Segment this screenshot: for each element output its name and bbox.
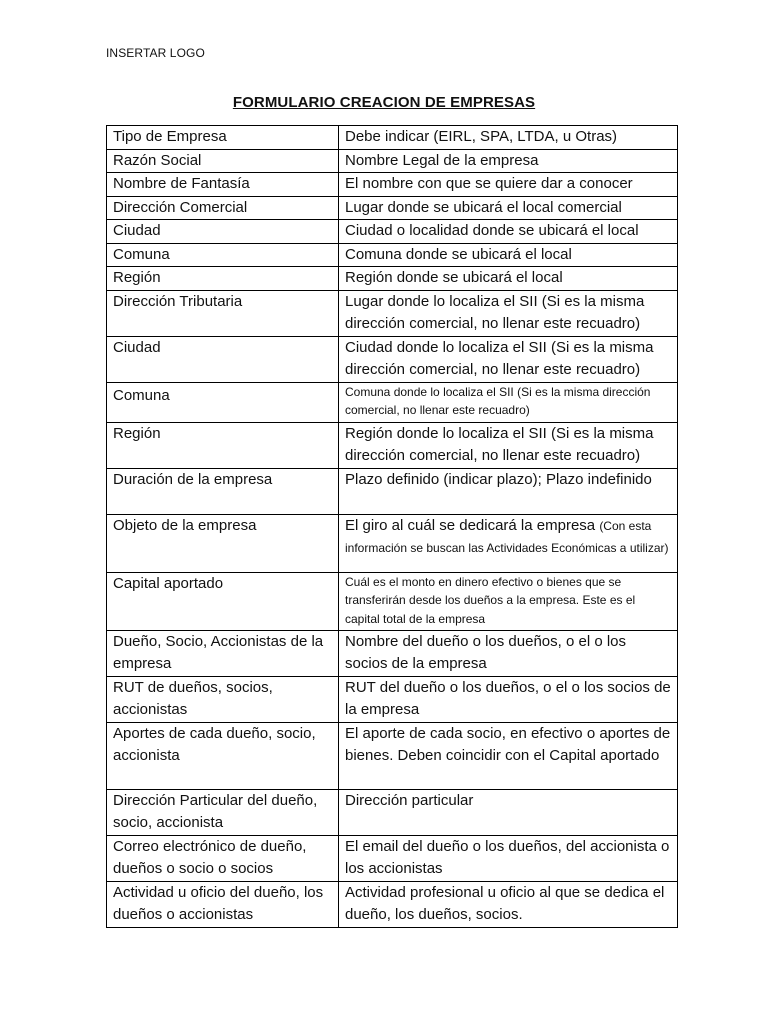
form-title: FORMULARIO CREACION DE EMPRESAS: [232, 94, 536, 111]
table-row: [107, 290, 678, 336]
field-description[interactable]: Dirección particular: [339, 789, 678, 835]
field-description[interactable]: El aporte de cada socio, en efectivo o aportes de bienes. Deben coincidir con el Capital aportado: [339, 722, 678, 789]
table-row: [107, 336, 678, 382]
field-description[interactable]: El nombre con que se quiere dar a conocer: [339, 173, 678, 197]
field-label: Actividad u oficio del dueño, los dueños o accionistas: [107, 881, 339, 927]
field-description[interactable]: El email del dueño o los dueños, del accionista o los accionistas: [339, 835, 678, 881]
field-description[interactable]: Cuál es el monto en dinero efectivo o bienes que se transferirán desde los dueños a la empresa. Este es el capital total de la empresa: [339, 572, 678, 630]
field-description[interactable]: RUT del dueño o los dueños, o el o los socios de la empresa: [339, 676, 678, 722]
field-description[interactable]: Región donde se ubicará el local: [339, 267, 678, 291]
table-row: [107, 722, 678, 789]
field-label: Nombre de Fantasía: [107, 173, 339, 197]
table-row: [107, 173, 678, 197]
field-label: Dueño, Socio, Accionistas de la empresa: [107, 630, 339, 676]
table-row: [107, 149, 678, 173]
field-description[interactable]: Lugar donde se ubicará el local comercial: [339, 196, 678, 220]
field-description[interactable]: Ciudad o localidad donde se ubicará el local: [339, 220, 678, 244]
field-label: Aportes de cada dueño, socio, accionista: [107, 722, 339, 789]
field-description[interactable]: Nombre del dueño o los dueños, o el o los socios de la empresa: [339, 630, 678, 676]
field-label: Comuna: [107, 243, 339, 267]
company-form-table: [106, 125, 678, 928]
logo-placeholder: INSERTAR LOGO: [106, 46, 205, 60]
field-description[interactable]: Lugar donde lo localiza el SII (Si es la misma dirección comercial, no llenar este recuadro): [339, 290, 678, 336]
field-label: Ciudad: [107, 336, 339, 382]
field-description[interactable]: Debe indicar (EIRL, SPA, LTDA, u Otras): [339, 126, 678, 150]
field-label: Tipo de Empresa: [107, 126, 339, 150]
field-description[interactable]: Ciudad donde lo localiza el SII (Si es la misma dirección comercial, no llenar este recuadro): [339, 336, 678, 382]
table-row: [107, 514, 678, 572]
field-description[interactable]: Plazo definido (indicar plazo); Plazo indefinido: [339, 468, 678, 514]
field-label: Duración de la empresa: [107, 468, 339, 514]
table-row: [107, 243, 678, 267]
table-row: [107, 196, 678, 220]
field-label: Región: [107, 267, 339, 291]
field-description[interactable]: Nombre Legal de la empresa: [339, 149, 678, 173]
field-label: Dirección Tributaria: [107, 290, 339, 336]
field-label: Objeto de la empresa: [107, 514, 339, 572]
table-row: [107, 881, 678, 927]
field-description-note: (Con esta información se buscan las Actividades Económicas a utilizar): [345, 518, 669, 555]
field-label: Comuna: [107, 382, 339, 422]
field-label: Dirección Particular del dueño, socio, accionista: [107, 789, 339, 835]
table-row: [107, 835, 678, 881]
field-label: Capital aportado: [107, 572, 339, 630]
table-row: [107, 382, 678, 422]
table-row: [107, 220, 678, 244]
table-row: [107, 789, 678, 835]
field-description[interactable]: Comuna donde se ubicará el local: [339, 243, 678, 267]
field-description[interactable]: Comuna donde lo localiza el SII (Si es la misma dirección comercial, no llenar este recuadro): [339, 382, 678, 422]
field-label: Correo electrónico de dueño, dueños o socio o socios: [107, 835, 339, 881]
field-label: RUT de dueños, socios, accionistas: [107, 676, 339, 722]
table-row: [107, 630, 678, 676]
field-description[interactable]: Región donde lo localiza el SII (Si es la misma dirección comercial, no llenar este recuadro): [339, 422, 678, 468]
field-label: Ciudad: [107, 220, 339, 244]
table-row: [107, 422, 678, 468]
field-description[interactable]: [339, 514, 678, 572]
table-row: [107, 676, 678, 722]
table-row: [107, 572, 678, 630]
field-description[interactable]: Actividad profesional u oficio al que se dedica el dueño, los dueños, socios.: [339, 881, 678, 927]
field-label: Dirección Comercial: [107, 196, 339, 220]
field-label: Región: [107, 422, 339, 468]
field-label: Razón Social: [107, 149, 339, 173]
table-row: [107, 267, 678, 291]
field-description-main: El giro al cuál se dedicará la empresa: [345, 516, 596, 534]
table-row: [107, 468, 678, 514]
table-row: [107, 126, 678, 150]
